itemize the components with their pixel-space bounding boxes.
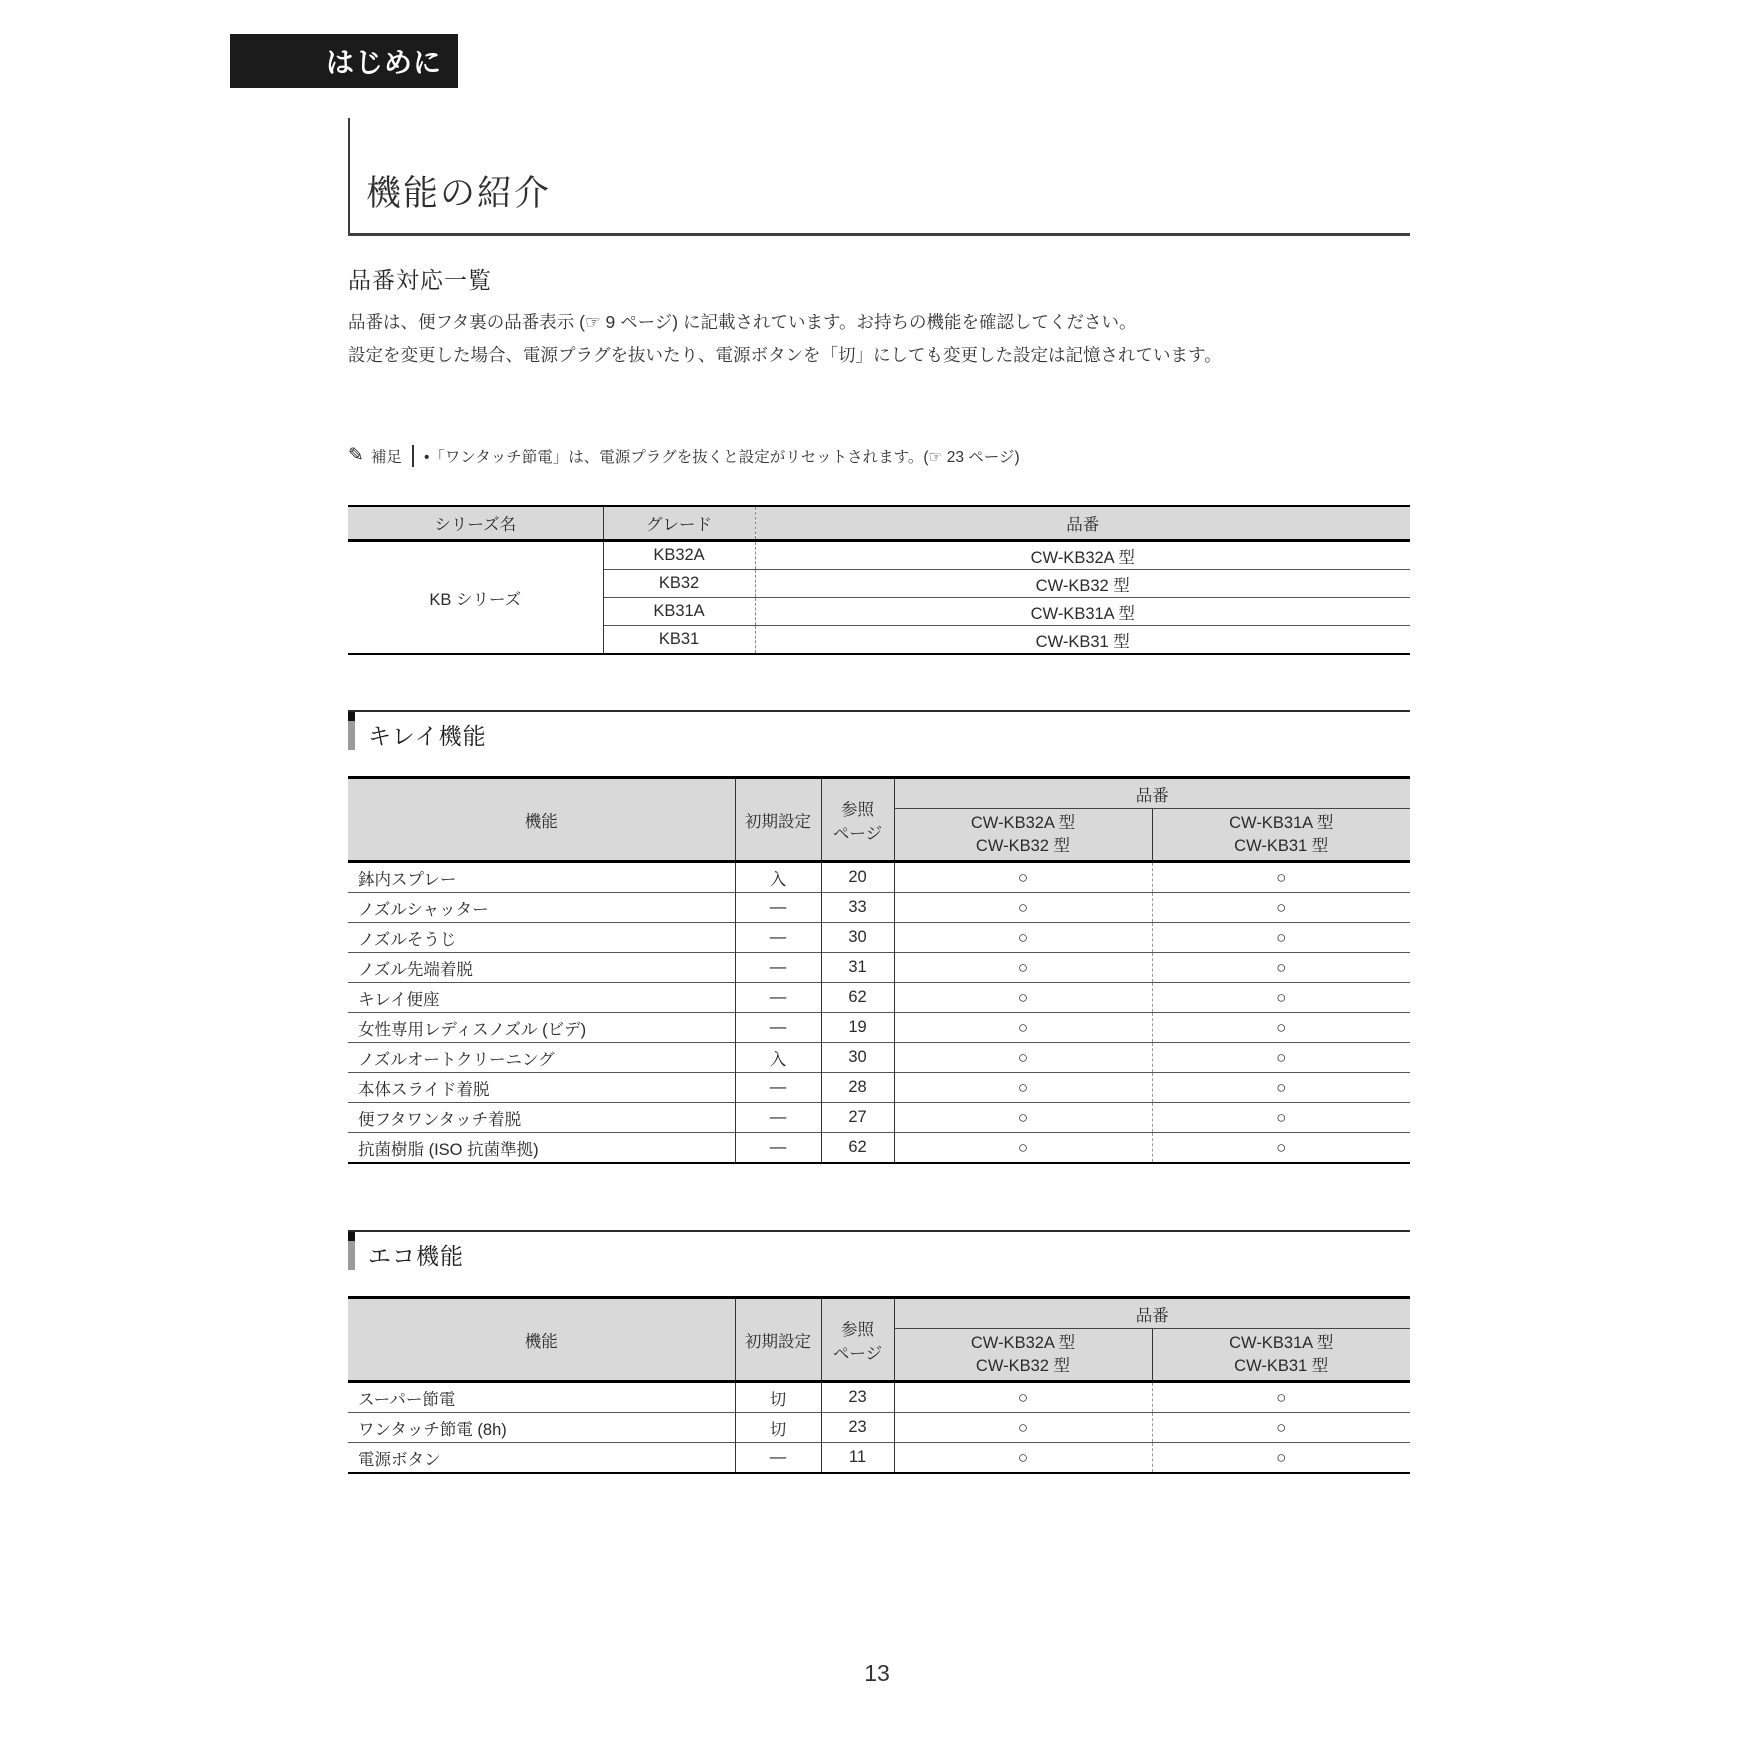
default-cell: —: [735, 1103, 821, 1133]
default-cell: —: [735, 983, 821, 1013]
kb32-mark: ○: [894, 1443, 1152, 1474]
grade-cell: KB31A: [603, 598, 755, 626]
model-cell: CW-KB31 型: [755, 626, 1410, 655]
table-row: [348, 862, 1410, 893]
function-cell: 女性専用レディスノズル (ビデ): [348, 1013, 735, 1043]
page-title: 機能の紹介: [366, 174, 552, 213]
col-header-series: シリーズ名: [348, 506, 603, 541]
table-row: [348, 983, 1410, 1013]
table-row: [348, 1413, 1410, 1443]
default-cell: —: [735, 1013, 821, 1043]
model-cell: CW-KB32A 型: [755, 541, 1410, 570]
page-cell: 31: [821, 953, 894, 983]
kb32-line2: CW-KB32 型: [975, 836, 1071, 855]
kb31-mark: ○: [1152, 1133, 1410, 1164]
kb32-mark: ○: [894, 953, 1152, 983]
function-cell: ノズルそうじ: [348, 923, 735, 953]
refpage-line1: 参照: [841, 800, 874, 819]
kb32-mark: ○: [894, 983, 1152, 1013]
section-bar-icon: [348, 1232, 355, 1270]
page-cell: 62: [821, 983, 894, 1013]
default-cell: —: [735, 893, 821, 923]
page-cell: 23: [821, 1413, 894, 1443]
table-row: [348, 1103, 1410, 1133]
kb31-line2: CW-KB31 型: [1234, 836, 1329, 855]
refpage-line1: 参照: [841, 1320, 874, 1339]
page-cell: 11: [821, 1443, 894, 1474]
kb32-mark: ○: [894, 1043, 1152, 1073]
kb31-mark: ○: [1152, 1413, 1410, 1443]
col-header-default: 初期設定: [735, 778, 821, 862]
kb32-line2: CW-KB32 型: [975, 1356, 1071, 1375]
page-cell: 19: [821, 1013, 894, 1043]
eco-heading: エコ機能: [368, 1243, 464, 1269]
kb32-mark: ○: [894, 862, 1152, 893]
note-label: 補足: [370, 448, 402, 466]
refpage-line2: ページ: [832, 824, 883, 843]
table-row: [348, 1443, 1410, 1474]
page-cell: 30: [821, 923, 894, 953]
default-cell: —: [735, 1443, 821, 1474]
hinban-body: [348, 306, 1428, 372]
col-header-function: 機能: [348, 1298, 735, 1382]
function-cell: スーパー節電: [348, 1382, 735, 1413]
col-header-grade: グレード: [603, 506, 755, 541]
kirei-table: [348, 776, 1410, 1164]
col-header-group: 品番: [894, 778, 1410, 809]
note-text: •「ワンタッチ節電」は、電源プラグを抜くと設定がリセットされます。(☞ 23 ページ): [423, 448, 1020, 466]
function-cell: ノズルシャッター: [348, 893, 735, 923]
note-row: [348, 444, 1020, 467]
col-header-kb31: [1152, 809, 1410, 862]
col-header-refpage: [821, 1298, 894, 1382]
function-cell: 抗菌樹脂 (ISO 抗菌準拠): [348, 1133, 735, 1164]
col-header-kb32: [894, 809, 1152, 862]
default-cell: —: [735, 953, 821, 983]
section-rule: [348, 1230, 1410, 1232]
default-cell: 入: [735, 862, 821, 893]
default-cell: —: [735, 1073, 821, 1103]
kb31-mark: ○: [1152, 893, 1410, 923]
kb31-mark: ○: [1152, 1443, 1410, 1474]
section-rule: [348, 710, 1410, 712]
table-row: [348, 541, 1410, 570]
series-table: [348, 505, 1410, 655]
hinban-body-line1: 品番は、便フタ裏の品番表示 (☞ 9 ページ) に記載されています。お持ちの機能を確認してください。: [348, 312, 1137, 332]
table-row: [348, 1133, 1410, 1164]
series-header-row: [348, 506, 1410, 541]
title-horizontal-rule: [348, 233, 1410, 236]
page-number: 13: [864, 1660, 890, 1686]
table-row: [348, 893, 1410, 923]
page-cell: 33: [821, 893, 894, 923]
kb32-mark: ○: [894, 1133, 1152, 1164]
table-row: [348, 1013, 1410, 1043]
series-name-cell: KB シリーズ: [429, 590, 522, 609]
default-cell: —: [735, 1133, 821, 1164]
default-cell: 入: [735, 1043, 821, 1073]
page-cell: 28: [821, 1073, 894, 1103]
table-row: [348, 1073, 1410, 1103]
refpage-line2: ページ: [832, 1344, 883, 1363]
note-divider: [412, 445, 414, 467]
function-cell: 電源ボタン: [348, 1443, 735, 1474]
section-tab: [230, 34, 458, 88]
default-cell: 切: [735, 1413, 821, 1443]
section-bar-icon: [348, 712, 355, 750]
kb32-mark: ○: [894, 1413, 1152, 1443]
kb31-mark: ○: [1152, 1073, 1410, 1103]
col-header-group: 品番: [894, 1298, 1410, 1329]
eco-header-row1: [348, 1298, 1410, 1329]
page-cell: 20: [821, 862, 894, 893]
kb31-mark: ○: [1152, 1013, 1410, 1043]
kb32-line1: CW-KB32A 型: [970, 1333, 1076, 1352]
grade-cell: KB31: [603, 626, 755, 655]
model-cell: CW-KB31A 型: [755, 598, 1410, 626]
col-header-kb31: [1152, 1329, 1410, 1382]
section-tab-label: はじめに: [325, 47, 442, 78]
function-cell: 本体スライド着脱: [348, 1073, 735, 1103]
kb31-line1: CW-KB31A 型: [1229, 813, 1334, 832]
pencil-icon: ✎: [348, 445, 364, 466]
function-cell: 鉢内スプレー: [348, 862, 735, 893]
eco-table-wrap: [348, 1296, 1410, 1474]
kb31-mark: ○: [1152, 983, 1410, 1013]
table-row: [348, 1382, 1410, 1413]
kb32-line1: CW-KB32A 型: [970, 813, 1076, 832]
default-cell: —: [735, 923, 821, 953]
kb31-line1: CW-KB31A 型: [1229, 1333, 1334, 1352]
kb31-mark: ○: [1152, 953, 1410, 983]
page-cell: 30: [821, 1043, 894, 1073]
function-cell: 便フタワンタッチ着脱: [348, 1103, 735, 1133]
col-header-refpage: [821, 778, 894, 862]
kirei-heading: キレイ機能: [368, 723, 487, 749]
kb31-mark: ○: [1152, 1382, 1410, 1413]
function-cell: キレイ便座: [348, 983, 735, 1013]
kb31-line2: CW-KB31 型: [1234, 1356, 1329, 1375]
table-row: [348, 923, 1410, 953]
series-table-wrap: [348, 505, 1410, 655]
kb31-mark: ○: [1152, 862, 1410, 893]
grade-cell: KB32A: [603, 541, 755, 570]
col-header-default: 初期設定: [735, 1298, 821, 1382]
kb32-mark: ○: [894, 923, 1152, 953]
eco-section-header: [348, 1230, 1410, 1276]
function-cell: ノズル先端着脱: [348, 953, 735, 983]
title-vertical-rule: [348, 118, 350, 236]
table-row: [348, 953, 1410, 983]
kb32-mark: ○: [894, 1103, 1152, 1133]
col-header-model: 品番: [755, 506, 1410, 541]
function-cell: ワンタッチ節電 (8h): [348, 1413, 735, 1443]
function-cell: ノズルオートクリーニング: [348, 1043, 735, 1073]
hinban-heading: 品番対応一覧: [348, 267, 492, 293]
kb32-mark: ○: [894, 893, 1152, 923]
kb31-mark: ○: [1152, 923, 1410, 953]
kb31-mark: ○: [1152, 1043, 1410, 1073]
hinban-body-line2: 設定を変更した場合、電源プラグを抜いたり、電源ボタンを「切」にしても変更した設定は記憶されています。: [348, 345, 1222, 365]
grade-cell: KB32: [603, 570, 755, 598]
table-row: [348, 1043, 1410, 1073]
kb32-mark: ○: [894, 1013, 1152, 1043]
eco-table: [348, 1296, 1410, 1474]
kirei-section-header: [348, 710, 1410, 756]
page-cell: 27: [821, 1103, 894, 1133]
model-cell: CW-KB32 型: [755, 570, 1410, 598]
kirei-table-wrap: [348, 776, 1410, 1164]
kb31-mark: ○: [1152, 1103, 1410, 1133]
col-header-kb32: [894, 1329, 1152, 1382]
kb32-mark: ○: [894, 1073, 1152, 1103]
page-cell: 23: [821, 1382, 894, 1413]
kb32-mark: ○: [894, 1382, 1152, 1413]
col-header-function: 機能: [348, 778, 735, 862]
kirei-header-row1: [348, 778, 1410, 809]
page-cell: 62: [821, 1133, 894, 1164]
default-cell: 切: [735, 1382, 821, 1413]
